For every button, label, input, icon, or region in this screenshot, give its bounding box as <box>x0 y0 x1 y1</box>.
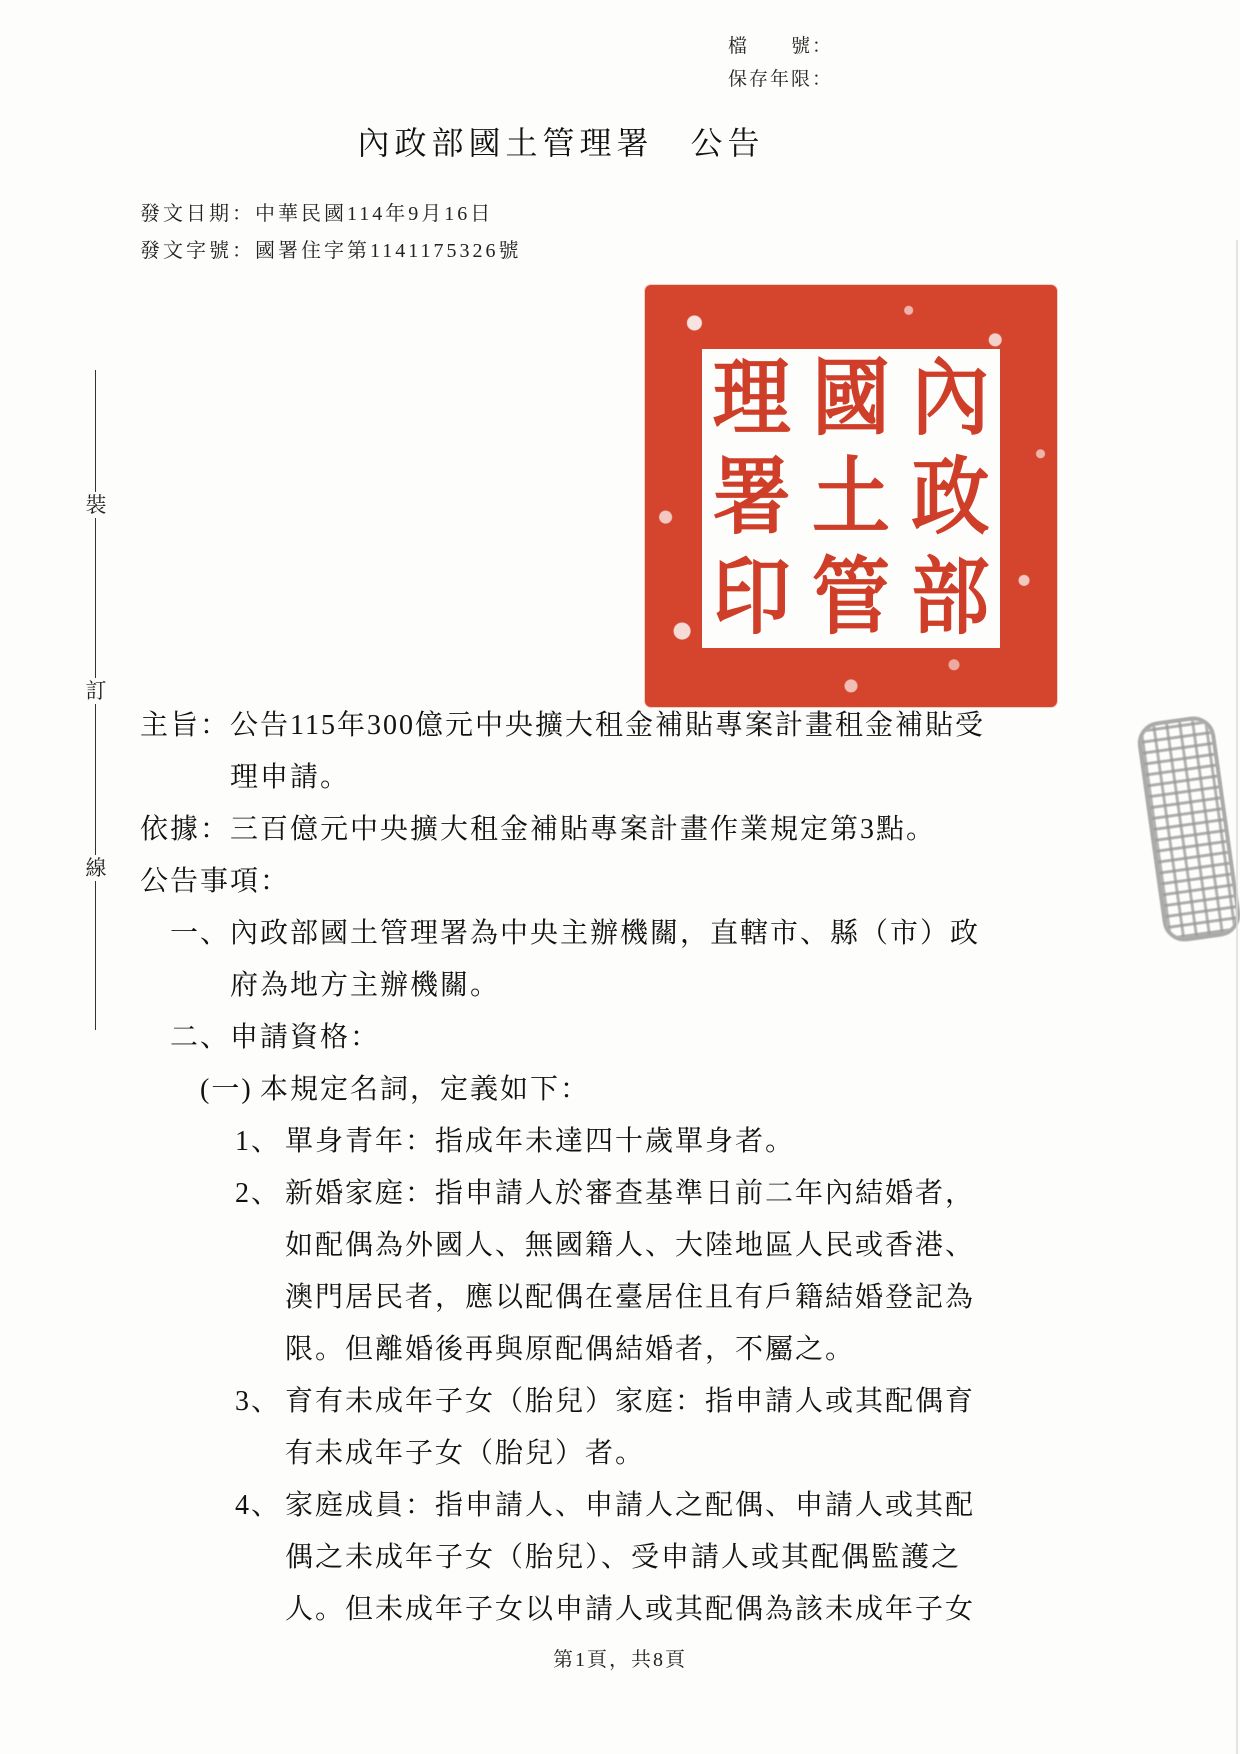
doc-number-value: 國署住字第1141175326號 <box>255 240 522 262</box>
binding-char: 裝 <box>85 493 107 517</box>
paragraph-text <box>230 908 1060 1012</box>
paragraph-line: 新婚家庭：指申請人於審查基準日前二年內結婚者， <box>285 1178 976 1209</box>
body-paragraph <box>200 1064 1060 1116</box>
body-paragraph <box>235 1168 1060 1376</box>
paragraph-text <box>285 1376 1060 1480</box>
doc-number-row <box>140 233 522 270</box>
paragraph-label: 依據： <box>140 814 231 845</box>
paragraph-line: 偶之未成年子女（胎兒）、受申請人或其配偶監護之 <box>285 1542 962 1573</box>
doc-number-label: 發文字號： <box>140 240 255 262</box>
paragraph-text <box>230 700 1060 804</box>
agency-seal-stamp <box>645 285 1057 707</box>
archival-header <box>728 30 833 96</box>
paragraph-text <box>230 804 1060 856</box>
seal-character: 土 <box>812 450 891 545</box>
paragraph-line: 內政部國土管理署為中央主辦機關，直轄市、縣（市）政 <box>230 918 981 949</box>
binding-char: 線 <box>85 856 107 880</box>
page-title: 內政部國土管理署 公告 <box>357 125 765 161</box>
paragraph-line: 單身青年：指成年未達四十歲單身者。 <box>285 1126 796 1157</box>
paragraph-line: 申請資格： <box>230 1022 381 1053</box>
body-paragraph <box>170 1012 1060 1064</box>
body-paragraph <box>140 804 1060 856</box>
paragraph-line: 人。但未成年子女以申請人或其配偶為該未成年子女 <box>285 1594 976 1625</box>
meta-block <box>140 196 522 270</box>
issue-date-label: 發文日期： <box>140 203 255 225</box>
seal-character: 內 <box>911 351 990 446</box>
paragraph-text <box>140 856 1060 908</box>
paragraph-label: (一) <box>200 1074 253 1105</box>
paragraph-line: 如配偶為外國人、無國籍人、大陸地區人民或香港、 <box>285 1230 976 1261</box>
page-footer: 第1頁，共8頁 <box>553 1649 687 1671</box>
body-paragraph <box>170 908 1060 1012</box>
scan-edge-line <box>1236 240 1238 1754</box>
paragraph-line: 本規定名詞，定義如下： <box>260 1074 591 1105</box>
paragraph-line: 有未成年子女（胎兒）者。 <box>285 1438 646 1469</box>
paragraph-label: 1、 <box>235 1126 282 1157</box>
paragraph-line: 澳門居民者，應以配偶在臺居住且有戶籍結婚登記為 <box>285 1282 976 1313</box>
issue-date-value: 中華民國114年9月16日 <box>255 203 494 225</box>
seal-character: 理 <box>712 351 791 446</box>
paragraph-label: 3、 <box>235 1386 282 1417</box>
seal-character: 印 <box>712 550 791 645</box>
body-paragraph <box>235 1376 1060 1480</box>
seal-character: 署 <box>712 450 791 545</box>
paragraph-line: 育有未成年子女（胎兒）家庭：指申請人或其配偶育 <box>285 1386 976 1417</box>
paragraph-line: 理申請。 <box>230 762 351 793</box>
file-number-label: 檔 號： <box>728 36 834 57</box>
seal-character: 政 <box>911 450 990 545</box>
body-paragraph <box>140 856 1060 908</box>
paragraph-line: 三百億元中央擴大租金補貼專案計畫作業規定第3點。 <box>230 814 937 845</box>
announcement-body <box>140 700 1060 1636</box>
issue-date-row <box>140 196 522 233</box>
paragraph-text <box>285 1116 1060 1168</box>
seal-character: 管 <box>812 550 891 645</box>
paragraph-text <box>285 1168 1060 1376</box>
agency-seal-characters <box>702 349 1000 648</box>
paragraph-line: 限。但離婚後再與原配偶結婚者，不屬之。 <box>285 1334 856 1365</box>
seal-character: 部 <box>911 550 990 645</box>
paragraph-line: 公告115年300億元中央擴大租金補貼專案計畫租金補貼受 <box>230 710 985 741</box>
paragraph-label: 一、 <box>170 918 231 949</box>
binding-char: 訂 <box>85 679 107 703</box>
seal-character: 國 <box>812 351 891 446</box>
paragraph-line: 家庭成員：指申請人、申請人之配偶、申請人或其配 <box>285 1490 976 1521</box>
body-paragraph <box>235 1480 1060 1636</box>
paragraph-label: 4、 <box>235 1490 282 1521</box>
body-paragraph <box>235 1116 1060 1168</box>
paragraph-line: 公告事項： <box>140 866 291 897</box>
faded-receipt-stamp <box>1135 714 1240 945</box>
paragraph-line: 府為地方主辦機關。 <box>230 970 501 1001</box>
paragraph-label: 二、 <box>170 1022 231 1053</box>
body-paragraph <box>140 700 1060 804</box>
paragraph-label: 2、 <box>235 1178 282 1209</box>
paragraph-text <box>285 1480 1060 1636</box>
retention-period-label: 保存年限： <box>728 69 834 90</box>
paragraph-text <box>260 1064 1060 1116</box>
paragraph-text <box>230 1012 1060 1064</box>
paragraph-label: 主旨： <box>140 710 231 741</box>
